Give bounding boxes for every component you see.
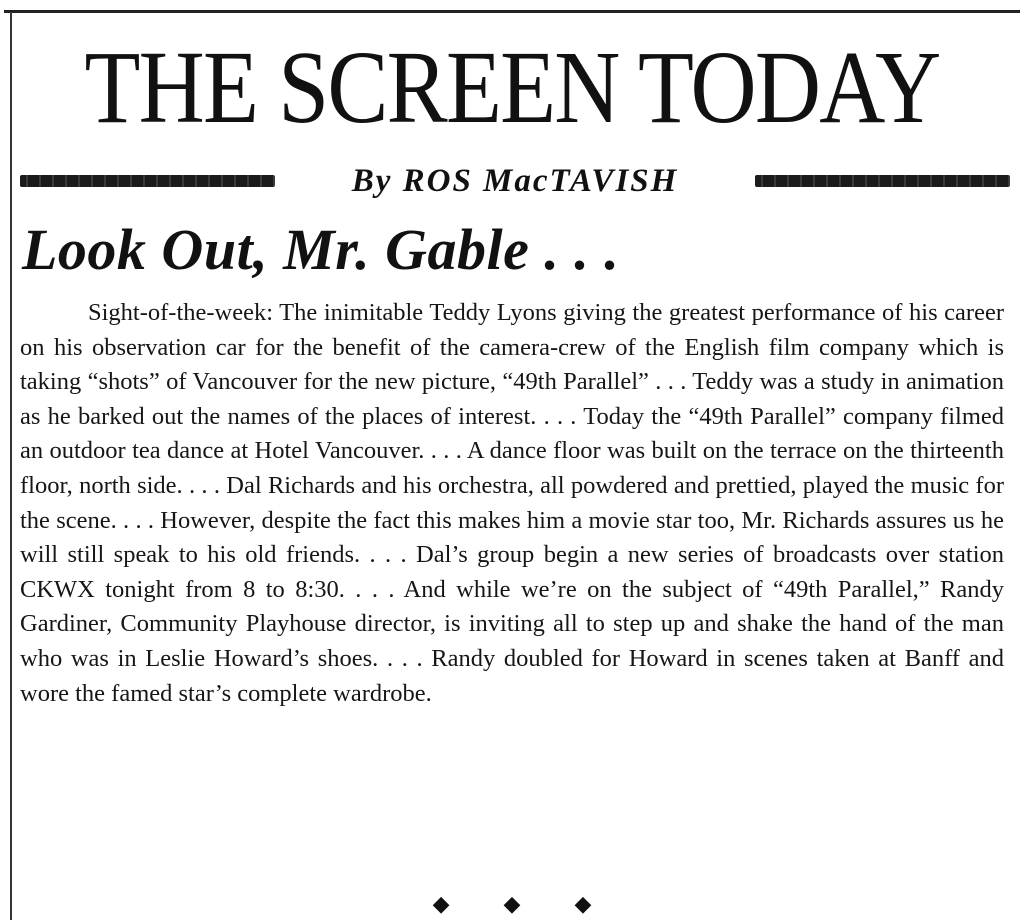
ornament-divider: ◆◆◆ (432, 891, 646, 916)
byline-left-bar (20, 175, 275, 187)
byline-row (20, 160, 1010, 202)
article-title: Look Out, Mr. Gable . . . (22, 217, 620, 282)
byline: By ROS MacTAVISH (351, 162, 679, 199)
column-headline: THE SCREEN TODAY (84, 30, 940, 145)
top-rule (4, 10, 1020, 13)
article-body: Sight-of-the-week: The inimitable Teddy Lyons giving the greatest performance of his career on his observation car for the benefit of the camera-crew of the English film company which is taking “shots” of Vancouver for the new picture, “49th Parallel” . . . Teddy was a study in animation as he barked out the names of the places of interest. . . . Today the “49th Parallel” company filmed an outdoor tea dance at Hotel Vancouver. . . . A dance floor was built on the terrace on the thirteenth floor, north side. . . . Dal Richards and his orchestra, all powdered and prettied, played the music for the scene. . . . However, despite the fact this makes him a movie star too, Mr. Richards assures us he will still speak to his old friends. . . . Dal’s group begin a new series of broadcasts over station CKWX tonight from 8 to 8:30. . . . And while we’re on the subject of “49th Parallel,” Randy Gardiner, Community Playhouse director, is inviting all to step up and shake the hand of the man who was in Leslie Howard’s shoes. . . . Randy doubled for Howard in scenes taken at Banff and wore the famed star’s complete wardrobe. (20, 299, 1004, 707)
byline-right-bar (755, 175, 1010, 187)
left-rule (10, 12, 12, 920)
